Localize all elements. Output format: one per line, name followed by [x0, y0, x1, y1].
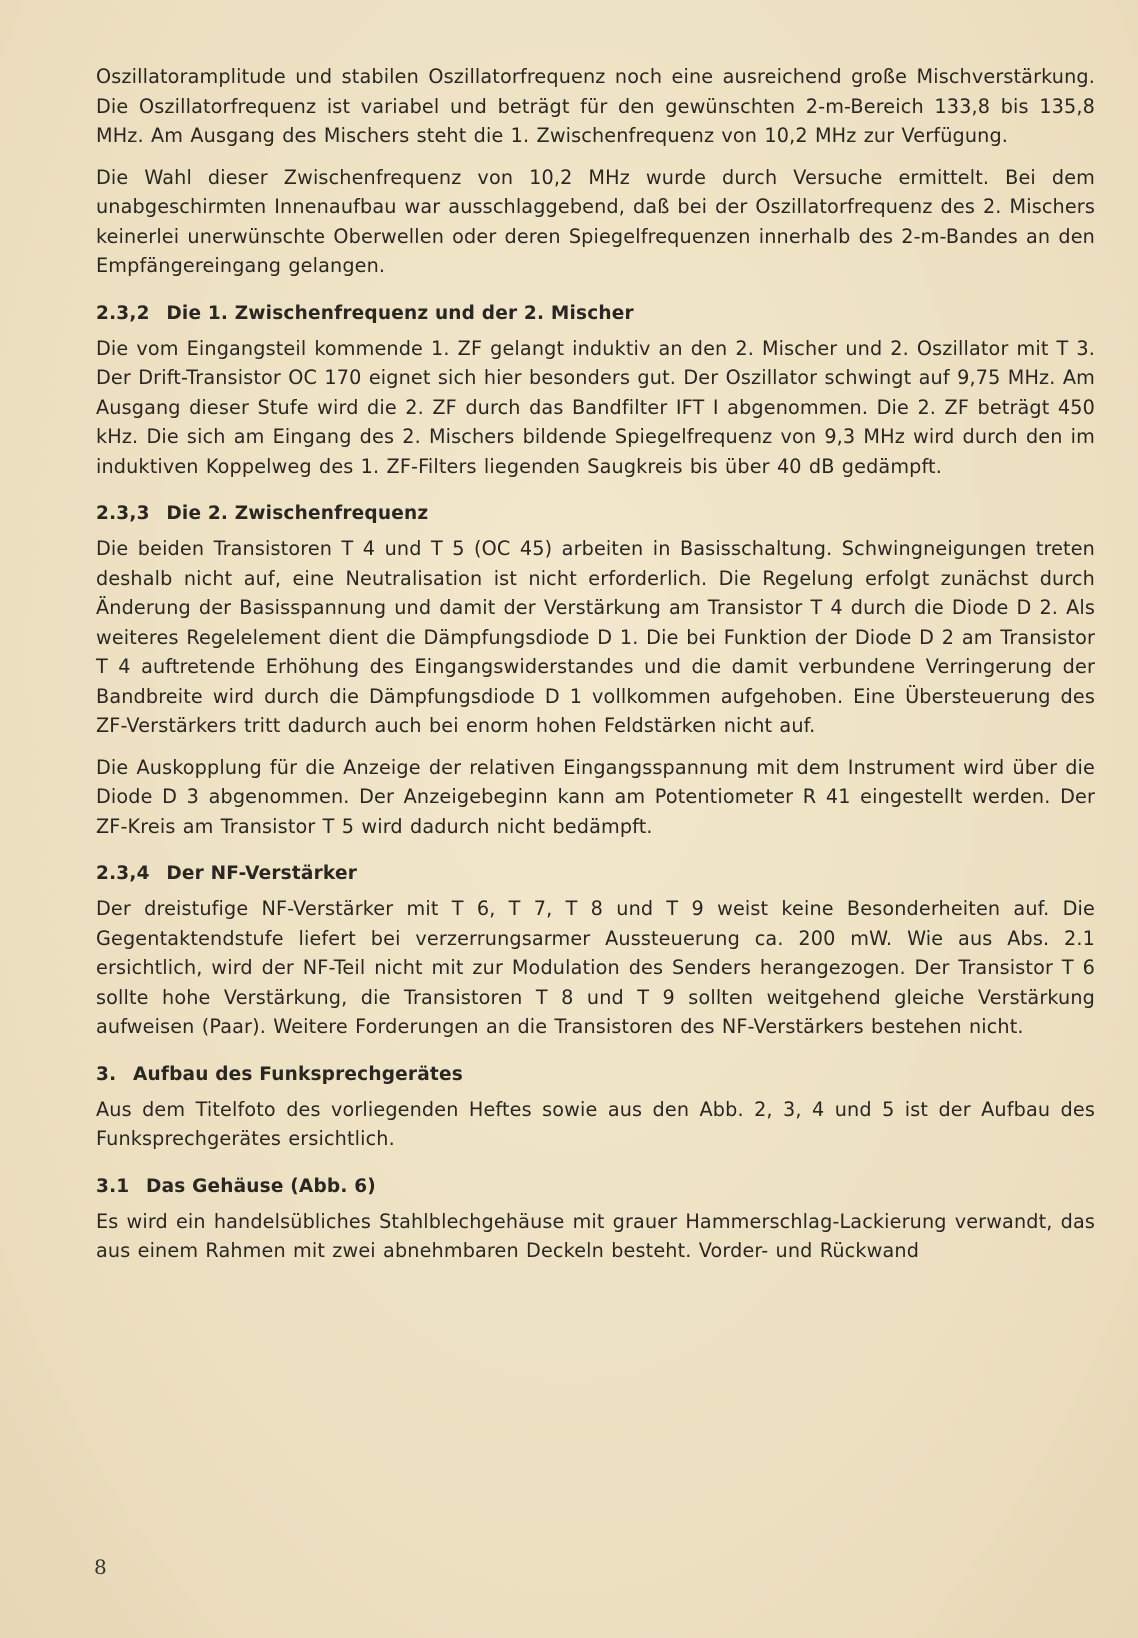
section-heading [96, 1060, 1095, 1089]
section-title: Das Gehäuse (Abb. 6) [146, 1175, 376, 1197]
section-title: Die 2. Zwischenfrequenz [166, 503, 429, 524]
section-title: Aufbau des Funksprechgerätes [132, 1063, 463, 1085]
section-number: 2.3,3 [96, 503, 150, 524]
section-heading [96, 499, 1095, 528]
section-number: 3. [96, 1063, 117, 1085]
section-heading [96, 299, 1095, 328]
section-heading [96, 859, 1095, 888]
paragraph: Es wird ein handelsübliches Stahlblechgehäuse mit grauer Hammerschlag-Lackierung verwandt, das aus einem Rahmen mit zwei abnehmbaren Deckeln besteht. Vorder- und Rückwand [96, 1209, 1095, 1262]
paragraph: Oszillatoramplitude und stabilen Oszillatorfrequenz noch eine ausreichend große Mischverstärkung. Die Oszillatorfrequenz ist variabel und beträgt für den gewünschten 2-m-Bereich 133,8 bis 135,8 MHz. Am Ausgang des Mischers steht die 1. Zwischenfrequenz von 10,2 MHz zur Verfügung. [96, 65, 1095, 147]
paragraph: Die vom Eingangsteil kommende 1. ZF gelangt induktiv an den 2. Mischer und 2. Oszillator mit T 3. Der Drift-Transistor OC 170 eignet sich hier besonders gut. Der Oszillator schwingt auf 9,75 MHz. Am Ausgang dieser Stufe wird die 2. ZF durch das Bandfilter IFT I abgenommen. Die 2. ZF beträgt 450 kHz. Die sich am Eingang des 2. Mischers bildende Spiegelfrequenz von 9,3 MHz wird durch den im induktiven Koppelweg des 1. ZF-Filters liegenden Saugkreis bis über 40 dB gedämpft. [96, 336, 1095, 478]
section-number: 3.1 [96, 1175, 130, 1197]
page-number: 8 [94, 1555, 107, 1579]
section-title: Der NF-Verstärker [166, 863, 358, 884]
section-number: 2.3,2 [96, 302, 150, 324]
paragraph: Die beiden Transistoren T 4 und T 5 (OC 45) arbeiten in Basisschaltung. Schwingneigungen treten deshalb nicht auf, eine Neutralisation ist nicht erforderlich. Die Regelung erfolgt zunächst durch Änderung der Basisspannung und damit der Verstärkung am Transistor T 4 durch die Diode D 2. Als weiteres Regelelement dient die Dämpfungsdiode D 1. Die bei Funktion der Diode D 2 am Transistor T 4 auftretende Erhöhung des Eingangswiderstandes und die damit verbundene Verringerung der Bandbreite wird durch die Dämpfungsdiode D 1 vollkommen aufgehoben. Eine Übersteuerung des ZF-Verstärkers tritt dadurch auch bei enorm hohen Feldstärken nicht auf. [96, 537, 1095, 737]
paragraph: Die Auskopplung für die Anzeige der relativen Eingangsspannung mit dem Instrument wird über die Diode D 3 abgenommen. Der Anzeigebeginn kann am Potentiometer R 41 eingestellt werden. Der ZF-Kreis am Transistor T 5 wird dadurch nicht bedämpft. [96, 755, 1095, 838]
section-heading [96, 1172, 1095, 1201]
document-page [96, 62, 1095, 1266]
paragraph: Aus dem Titelfoto des vorliegenden Heftes sowie aus den Abb. 2, 3, 4 und 5 ist der Aufbau des Funksprechgerätes ersichtlich. [96, 1097, 1095, 1150]
paragraph: Die Wahl dieser Zwischenfrequenz von 10,2 MHz wurde durch Versuche ermittelt. Bei dem unabgeschirmten Innenaufbau war ausschlaggebend, daß bei der Oszillatorfrequenz des 2. Mischers keinerlei unerwünschte Oberwellen oder deren Spiegelfrequenzen innerhalb des 2-m-Bandes an den Empfängereingang gelangen. [96, 165, 1095, 277]
section-title: Die 1. Zwischenfrequenz und der 2. Mischer [166, 302, 634, 324]
section-number: 2.3,4 [96, 863, 150, 884]
paragraph: Der dreistufige NF-Verstärker mit T 6, T 7, T 8 und T 9 weist keine Besonderheiten auf. Die Gegentaktendstufe liefert bei verzerrungsarmer Aussteuerung ca. 200 mW. Wie aus Abs. 2.1 ersichtlich, wird der NF-Teil nicht mit zur Modulation des Senders herangezogen. Der Transistor T 6 sollte hohe Verstärkung, die Transistoren T 8 und T 9 sollten weitgehend gleiche Verstärkung aufweisen (Paar). Weitere Forderungen an die Transistoren des NF-Verstärkers bestehen nicht. [96, 897, 1095, 1038]
